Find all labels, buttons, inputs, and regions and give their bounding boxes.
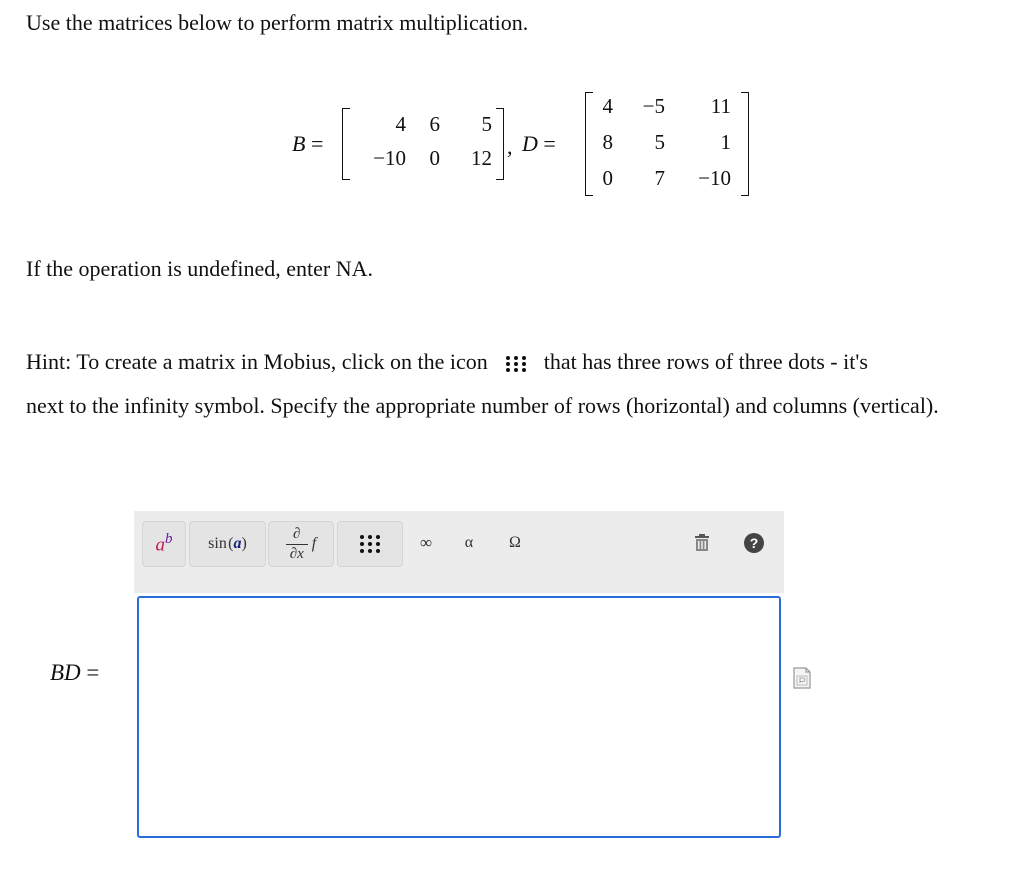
matrix-separator: , bbox=[507, 134, 513, 159]
matrix-d-label bbox=[522, 131, 556, 157]
matrix-b-equals: = bbox=[310, 131, 324, 156]
matrix-button[interactable] bbox=[337, 521, 403, 567]
matrix-b-cell-1-2: 12 bbox=[471, 146, 492, 170]
matrix-b-left-bracket bbox=[342, 108, 350, 180]
hint-text-after: that has three rows of three dots - it's bbox=[543, 349, 868, 374]
matrix-d-cell-0-0: 4 bbox=[602, 94, 613, 118]
omega-button[interactable]: Ω bbox=[509, 534, 521, 551]
matrix-dots-icon bbox=[494, 353, 538, 375]
sin-arg: a bbox=[233, 535, 242, 552]
matrix-b-label bbox=[292, 131, 323, 157]
matrix-b bbox=[342, 108, 504, 180]
matrix-b-cell-0-2: 5 bbox=[481, 112, 492, 136]
infinity-button[interactable]: ∞ bbox=[419, 533, 433, 552]
matrix-b-cell-0-0: 4 bbox=[395, 112, 406, 136]
hint-line-1 bbox=[26, 345, 1021, 378]
matrix-d-cell-1-0: 8 bbox=[602, 130, 613, 154]
matrix-b-cell-1-0: −10 bbox=[373, 146, 406, 170]
question-intro: Use the matrices below to perform matrix multiplication. bbox=[26, 10, 529, 35]
matrix-d-cell-1-1: 5 bbox=[654, 130, 665, 154]
derivative-f: f bbox=[311, 535, 317, 552]
matrix-d-cell-2-1: 7 bbox=[654, 166, 665, 190]
power-base: a bbox=[155, 534, 165, 556]
matrix-grid-icon bbox=[357, 533, 383, 555]
matrix-b-cell-0-1: 6 bbox=[429, 112, 440, 136]
alpha-button[interactable]: α bbox=[464, 534, 474, 551]
derivative-bottom: ∂x bbox=[289, 545, 304, 562]
equation-toolbar bbox=[134, 511, 784, 593]
answer-label-var: BD bbox=[50, 660, 81, 685]
sin-button[interactable]: sin (a) bbox=[189, 521, 266, 567]
matrix-d-cell-0-1: −5 bbox=[642, 94, 665, 118]
undefined-note: If the operation is undefined, enter NA. bbox=[26, 256, 373, 281]
matrix-d-cell-2-2: −10 bbox=[698, 166, 731, 190]
power-button[interactable] bbox=[142, 521, 186, 567]
sin-label: sin bbox=[208, 535, 227, 552]
answer-label-equals: = bbox=[86, 660, 100, 685]
matrix-d-cell-1-2: 1 bbox=[720, 130, 731, 154]
matrix-d bbox=[585, 92, 749, 196]
matrix-b-right-bracket bbox=[496, 108, 504, 180]
matrix-d-cell-0-2: 11 bbox=[710, 94, 731, 118]
derivative-button[interactable] bbox=[268, 521, 334, 567]
matrix-d-equals: = bbox=[543, 131, 556, 156]
matrix-d-name: D bbox=[522, 131, 538, 156]
hint-text-before: Hint: To create a matrix in Mobius, click on the icon bbox=[26, 349, 488, 374]
matrix-d-left-bracket bbox=[585, 92, 593, 196]
answer-label bbox=[50, 660, 99, 686]
answer-input[interactable] bbox=[137, 596, 781, 838]
matrix-b-cell-1-1: 0 bbox=[429, 146, 440, 170]
matrix-b-name: B bbox=[292, 131, 306, 156]
help-button[interactable] bbox=[732, 521, 776, 565]
hint-line-2: next to the infinity symbol. Specify the appropriate number of rows (horizontal) and columns (vertical). bbox=[26, 393, 939, 418]
power-exponent: b bbox=[165, 531, 173, 548]
clear-button[interactable] bbox=[680, 521, 724, 565]
derivative-top: ∂ bbox=[293, 525, 301, 542]
matrix-d-right-bracket bbox=[741, 92, 749, 196]
matrix-d-cell-2-0: 0 bbox=[602, 166, 613, 190]
preview-icon[interactable] bbox=[791, 666, 813, 690]
help-icon: ? bbox=[744, 533, 764, 553]
trash-icon bbox=[692, 533, 712, 553]
